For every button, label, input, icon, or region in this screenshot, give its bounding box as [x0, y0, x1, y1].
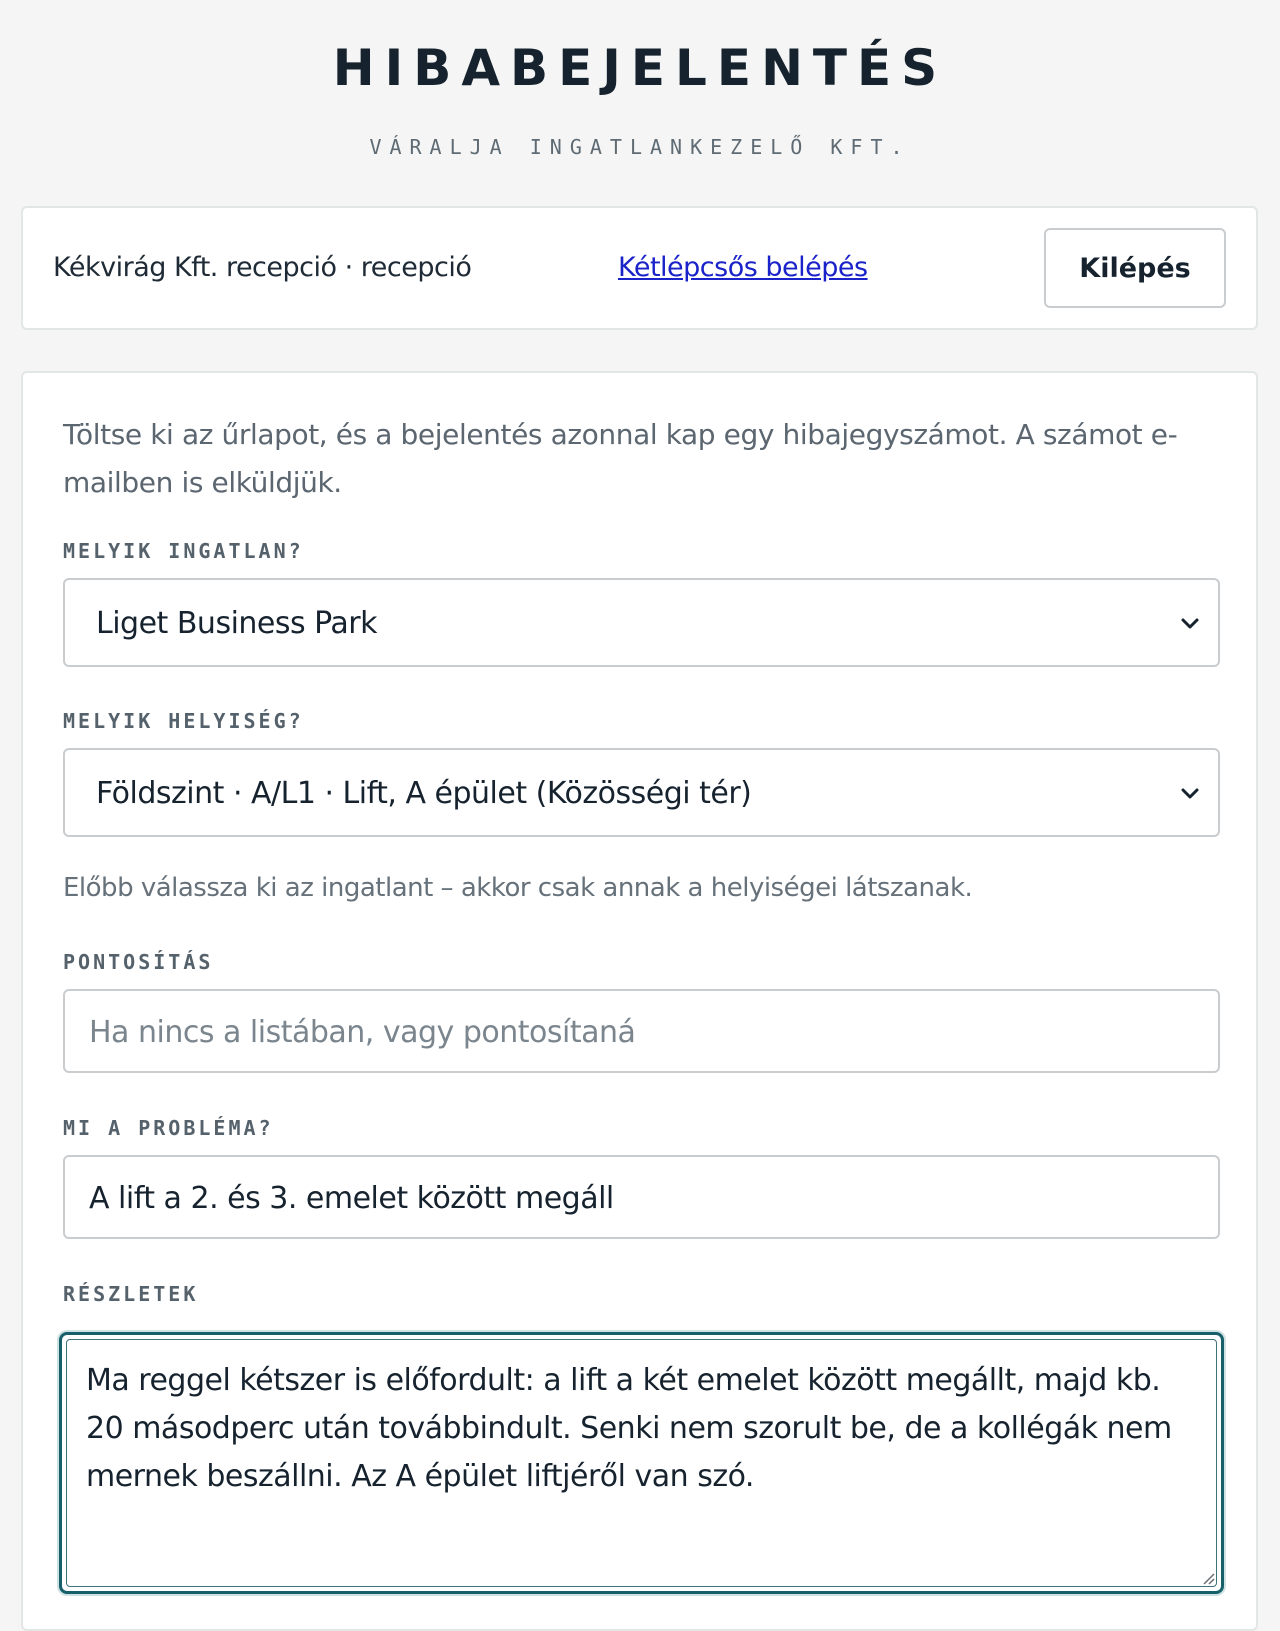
form-intro: Töltse ki az űrlapot, és a bejelentés azonnal kap egy hibajegyszámot. A számot e-mailben is elküldjük.: [63, 418, 1178, 499]
room-hint: Előbb válassza ki az ingatlant – akkor csak annak a helyiségei látszanak.: [63, 873, 973, 903]
chevron-down-icon: [1180, 784, 1200, 804]
session-bar: [21, 206, 1258, 330]
property-label: MELYIK INGATLAN?: [63, 539, 304, 563]
two-factor-login-link[interactable]: Kétlépcsős belépés: [618, 252, 868, 283]
logout-button[interactable]: Kilépés: [1044, 228, 1226, 308]
room-select[interactable]: [63, 748, 1220, 837]
clarification-placeholder: Ha nincs a listában, vagy pontosítaná: [89, 1015, 636, 1050]
resize-handle-icon[interactable]: [1199, 1569, 1215, 1585]
page-header: [0, 0, 1280, 160]
clarification-label: PONTOSÍTÁS: [63, 950, 214, 974]
property-select[interactable]: [63, 578, 1220, 667]
fault-report-form: [21, 371, 1258, 1631]
page-title: HIBABEJELENTÉS: [332, 39, 948, 97]
room-select-value: Földszint · A/L1 · Lift, A épület (Közösségi tér): [96, 776, 752, 811]
details-textarea-value: Ma reggel kétszer is előfordult: a lift a két emelet között megállt, majd kb. 20 másodperc után továbbindult. Senki nem szorult be, de a kollégák nem mernek beszállni. Az A épület liftjéről van szó.: [86, 1363, 1172, 1494]
clarification-input[interactable]: [63, 989, 1220, 1073]
page-subtitle: VÁRALJA INGATLANKEZELŐ KFT.: [369, 135, 911, 159]
details-label: RÉSZLETEK: [63, 1282, 199, 1306]
property-select-value: Liget Business Park: [96, 606, 378, 641]
session-user-label: Kékvirág Kft. recepció · recepció: [53, 252, 472, 283]
room-label: MELYIK HELYISÉG?: [63, 709, 304, 733]
problem-input-value: A lift a 2. és 3. emelet között megáll: [89, 1181, 614, 1216]
problem-input[interactable]: [63, 1155, 1220, 1239]
chevron-down-icon: [1180, 614, 1200, 634]
details-textarea[interactable]: [59, 1332, 1224, 1594]
problem-label: MI A PROBLÉMA?: [63, 1116, 274, 1140]
